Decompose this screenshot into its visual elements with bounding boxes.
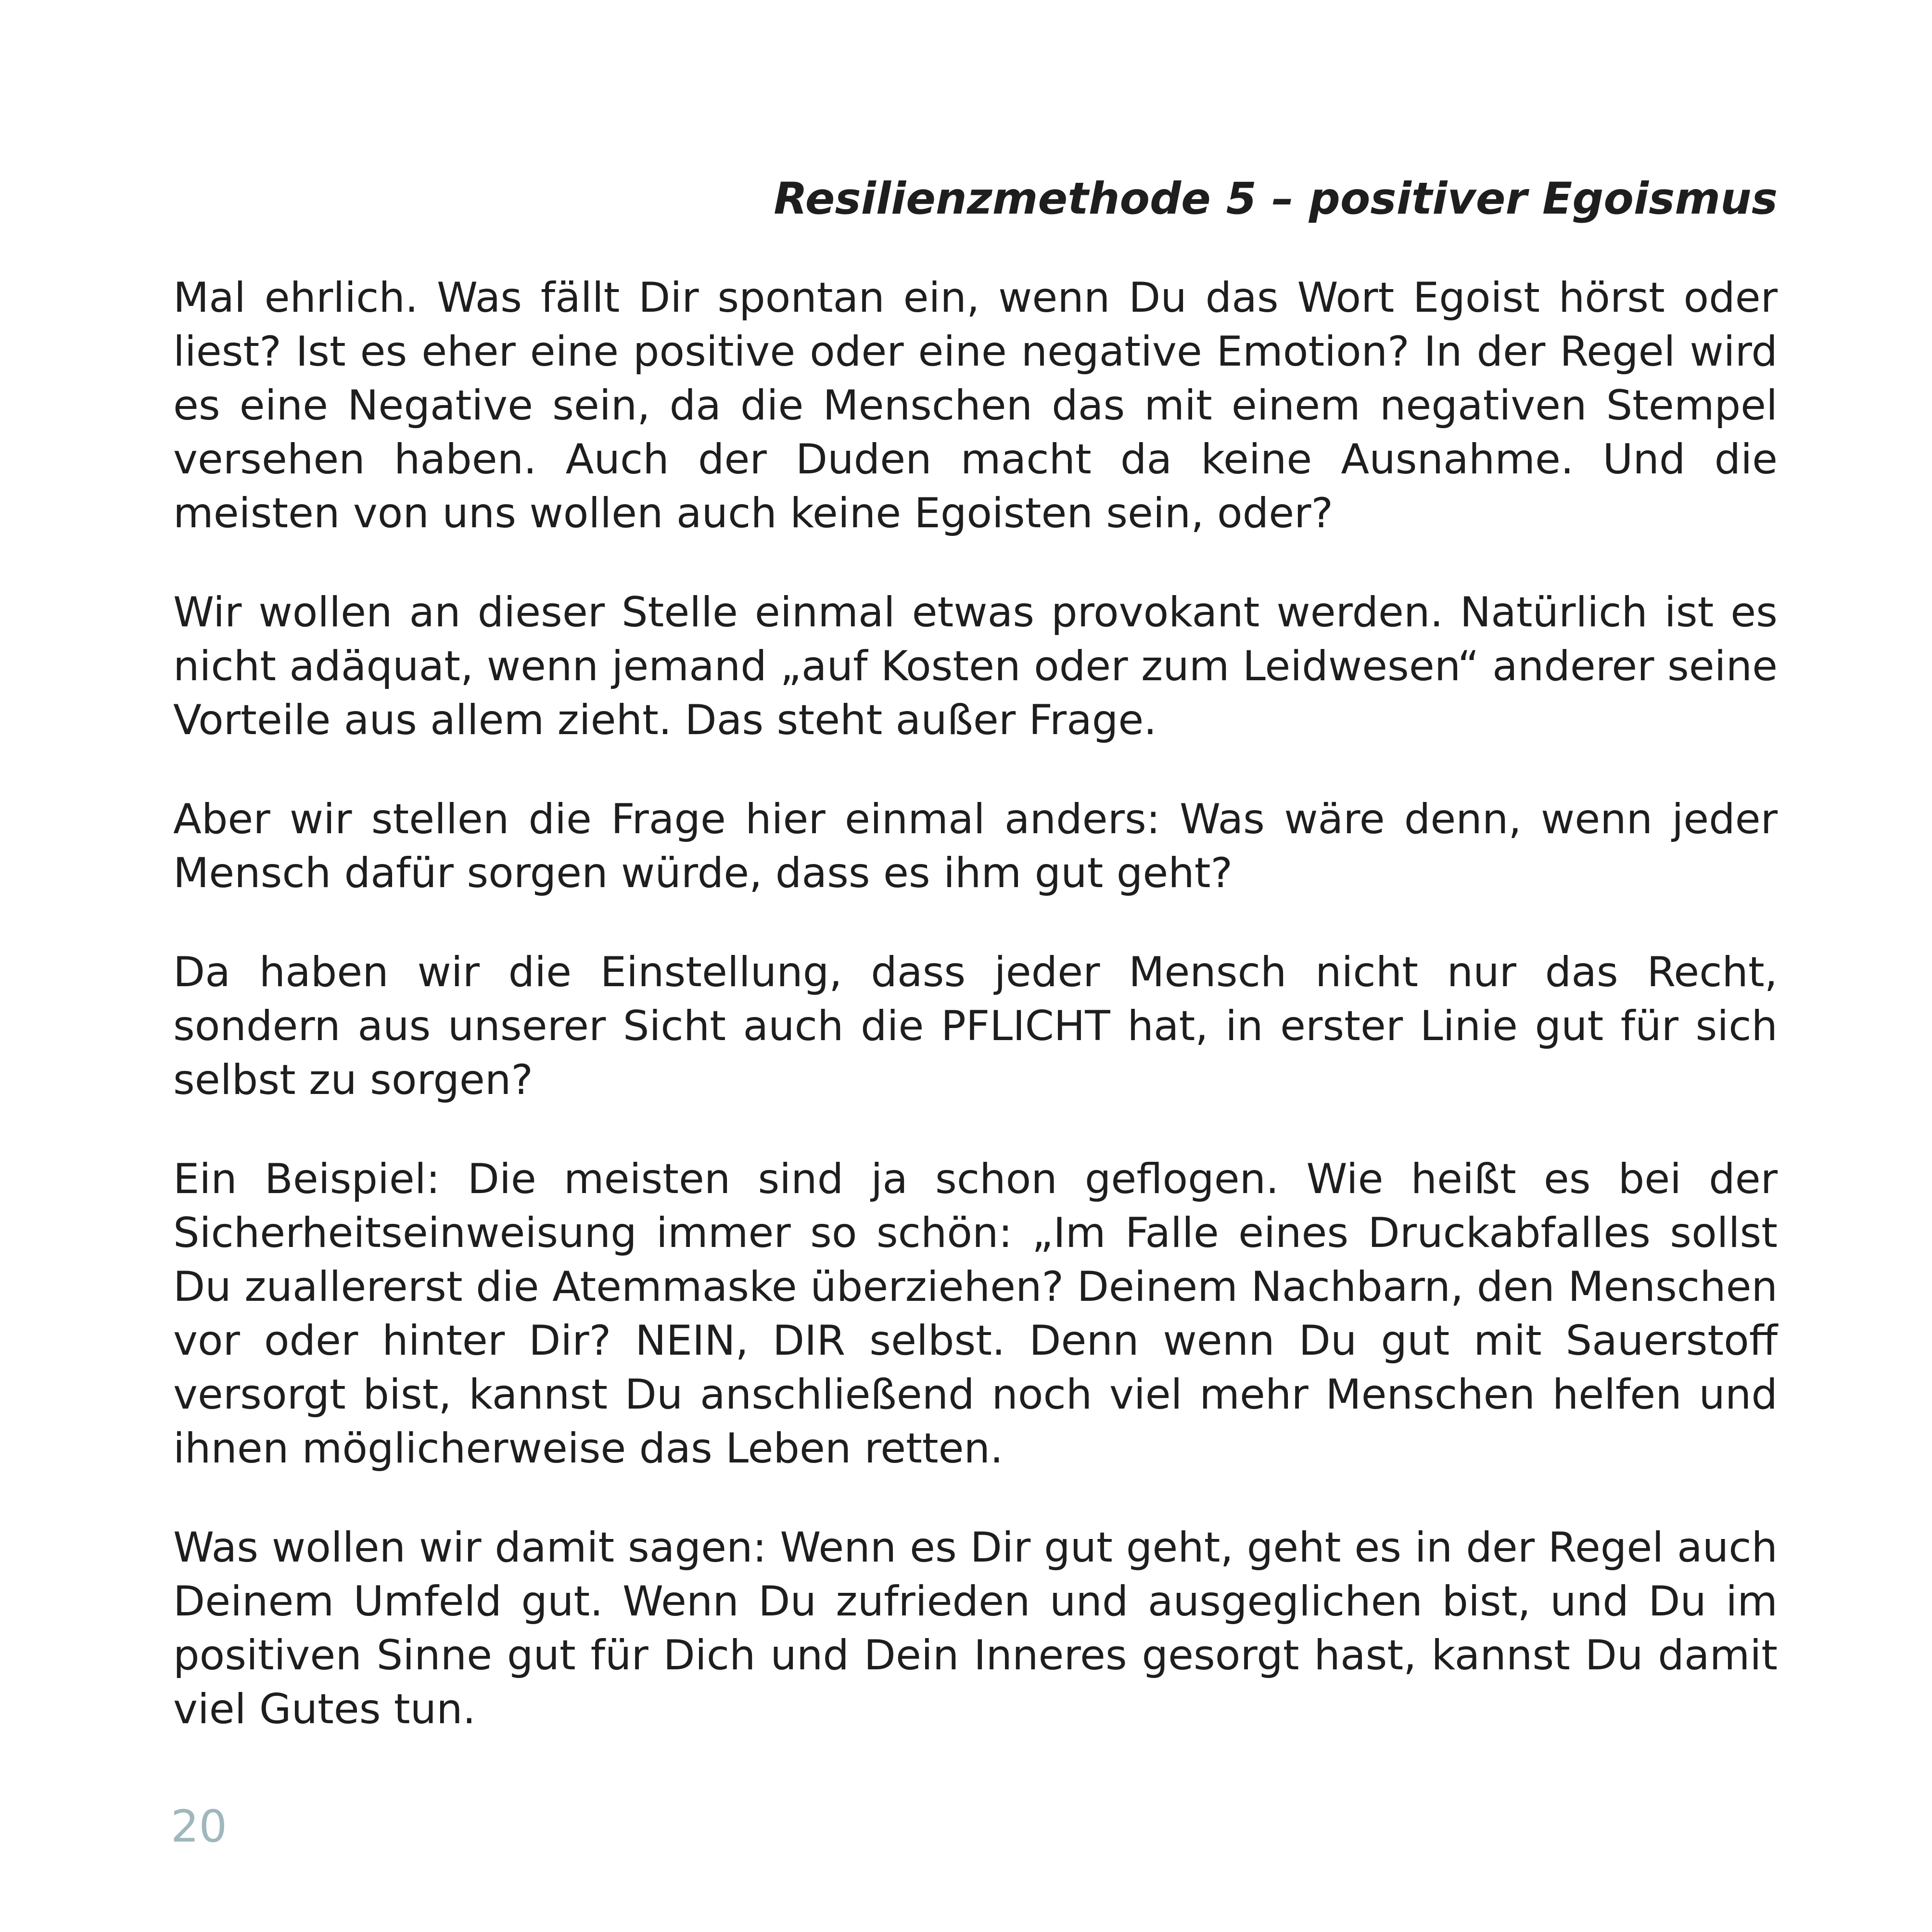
page-number: 20 <box>171 1801 228 1852</box>
body-paragraph-4: Da haben wir die Einstellung, dass jeder Mensch nicht nur das Recht, sondern aus unserer Sicht auch die PFLICHT hat, in erster Linie gut für sich selbst zu sorgen? <box>173 948 1778 1104</box>
body-paragraph-2: Wir wollen an dieser Stelle einmal etwas provokant werden. Natürlich ist es nicht adäquat, wenn jemand „auf Kosten oder zum Leidwesen“ anderer seine Vorteile aus allem zieht. Das steht außer Frage. <box>173 588 1778 744</box>
body-paragraph-5: Ein Beispiel: Die meisten sind ja schon geflogen. Wie heißt es bei der Sicherheitseinweisung immer so schön: „Im Falle eines Druckabfalles sollst Du zuallererst die Atemmaske überziehen? Deinem Nachbarn, den Menschen vor oder hinter Dir? NEIN, DIR selbst. Denn wenn Du gut mit Sauerstoff versorgt bist, kannst Du anschließend noch viel mehr Menschen helfen und ihnen möglicherweise das Leben retten. <box>173 1155 1778 1473</box>
body-paragraph-1: Mal ehrlich. Was fällt Dir spontan ein, wenn Du das Wort Egoist hörst oder liest? Ist es eher eine positive oder eine negative Emotion? In der Regel wird es eine Negative sein, da die Menschen das mit einem negativen Stempel versehen haben. Auch der Duden macht da keine Ausnahme. Und die meisten von uns wollen auch keine Egoisten sein, oder? <box>173 274 1778 537</box>
body-paragraph-3: Aber wir stellen die Frage hier einmal anders: Was wäre denn, wenn jeder Mensch dafür sorgen würde, dass es ihm gut geht? <box>173 795 1778 897</box>
document-content <box>173 171 1778 1736</box>
body-paragraph-6: Was wollen wir damit sagen: Wenn es Dir gut geht, geht es in der Regel auch Deinem Umfeld gut. Wenn Du zufrieden und ausgeglichen bist, und Du im positiven Sinne gut für Dich und Dein Inneres gesorgt hast, kannst Du damit viel Gutes tun. <box>173 1524 1778 1733</box>
section-heading: Resilienzmethode 5 – positiver Egoismus <box>774 174 1778 224</box>
